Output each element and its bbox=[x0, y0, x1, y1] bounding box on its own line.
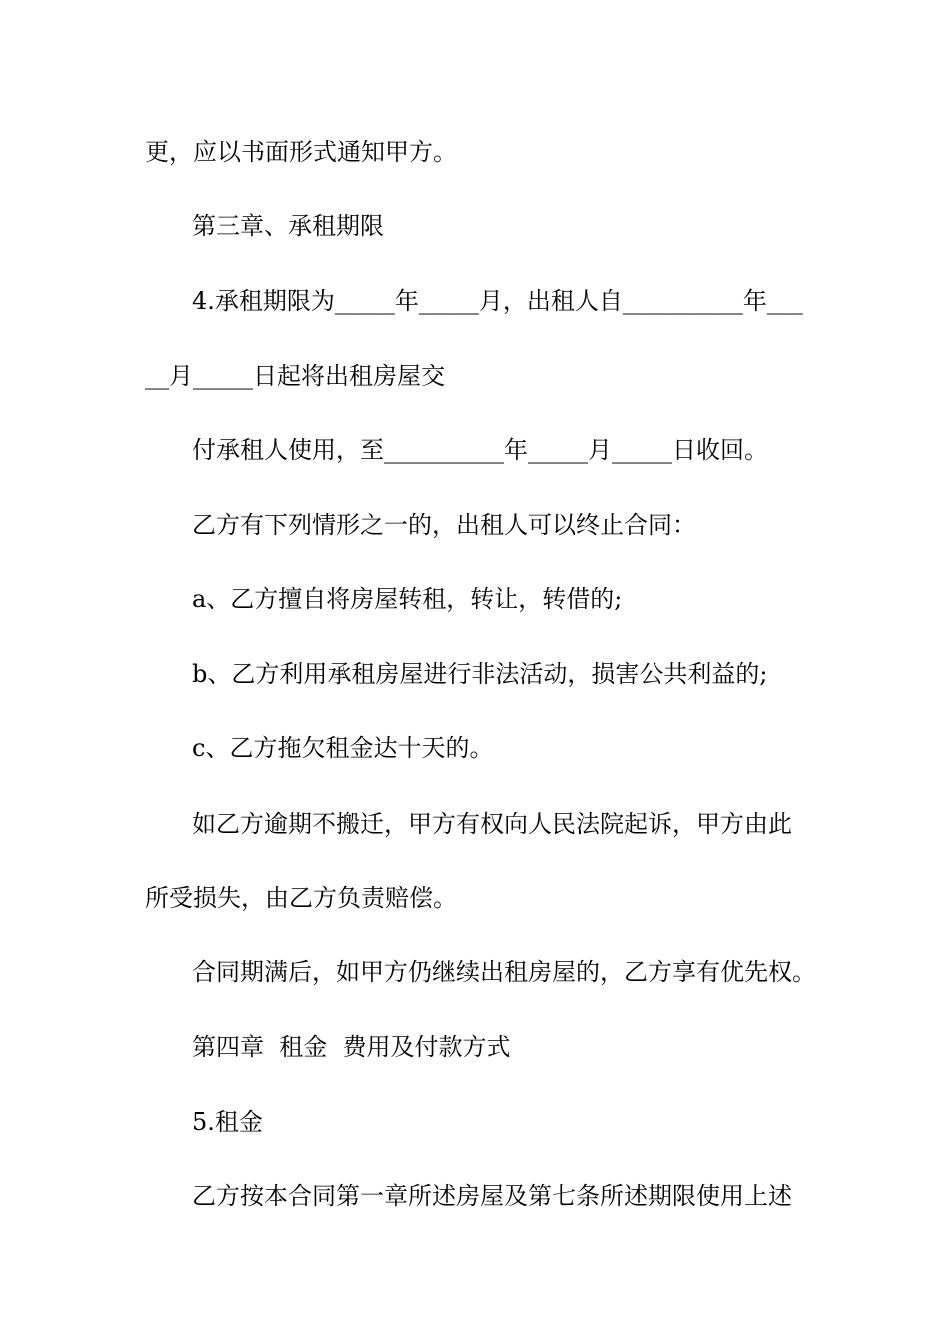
termination-item-c: c、乙方拖欠租金达十天的。 bbox=[192, 734, 494, 762]
rent-paragraph-line-1: 乙方按本合同第一章所述房屋及第七条所述期限使用上述 bbox=[192, 1182, 792, 1210]
lawsuit-line-1: 如乙方逾期不搬迁，甲方有权向人民法院起诉，甲方由此 bbox=[192, 810, 792, 838]
clause-5-heading: 5.租金 bbox=[192, 1108, 263, 1136]
clause-4-line-2: __月_____日起将出租房屋交 bbox=[145, 362, 445, 390]
termination-item-a: a、乙方擅自将房屋转租，转让，转借的; bbox=[192, 585, 623, 613]
clause-4-line-1: 4.承租期限为_____年_____月，出租人自__________年___ bbox=[192, 287, 803, 315]
clause-4-line-3: 付承租人使用，至__________年_____月_____日收回。 bbox=[192, 436, 768, 464]
termination-item-b: b、乙方利用承租房屋进行非法活动，损害公共利益的; bbox=[192, 660, 768, 688]
priority-right-line: 合同期满后，如甲方仍继续出租房屋的，乙方享有优先权。 bbox=[192, 958, 816, 986]
termination-intro: 乙方有下列情形之一的，出租人可以终止合同： bbox=[192, 511, 696, 539]
paragraph-line-1: 更，应以书面形式通知甲方。 bbox=[145, 138, 457, 166]
lawsuit-line-2: 所受损失，由乙方负责赔偿。 bbox=[145, 884, 457, 912]
chapter-3-heading: 第三章、承租期限 bbox=[192, 212, 384, 240]
chapter-4-heading: 第四章 租金 费用及付款方式 bbox=[192, 1033, 511, 1061]
